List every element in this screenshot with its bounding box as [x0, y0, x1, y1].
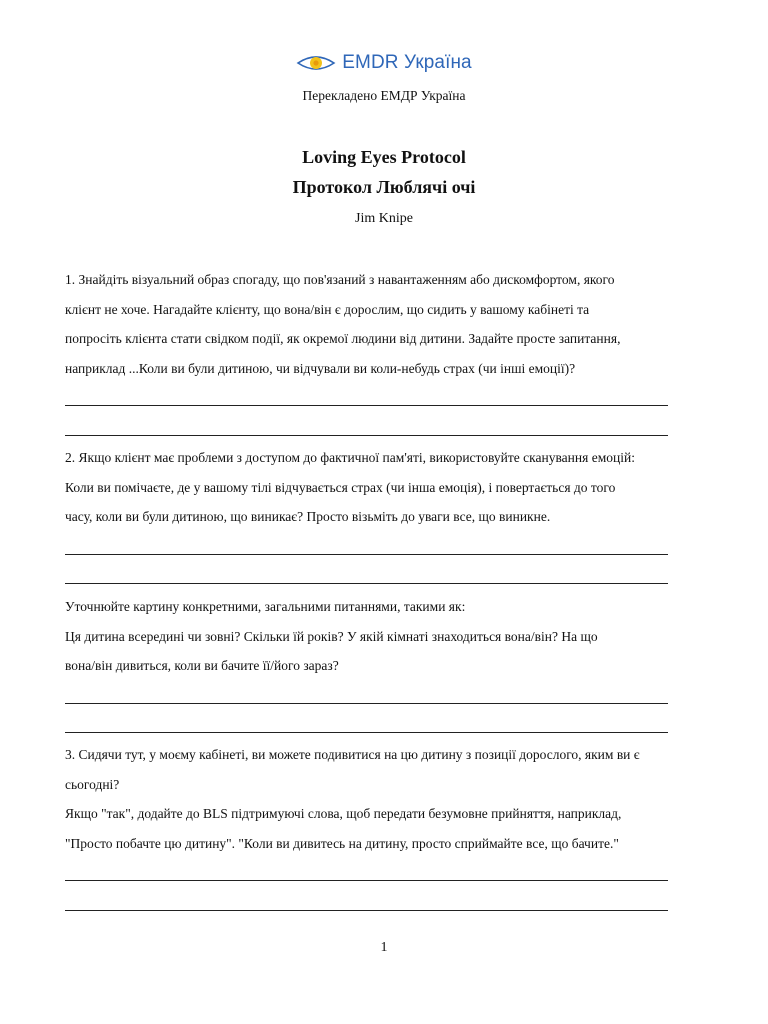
answer-line[interactable] [65, 732, 668, 733]
section-clarify-text [65, 592, 725, 681]
text-line: Ця дитина всередині чи зовні? Скільки їй років? У якій кімнаті знаходиться вона/він? На що [65, 628, 598, 644]
page-number: 1 [380, 940, 388, 955]
text-line: сьогодні? [65, 776, 120, 792]
text-line: часу, коли ви були дитиною, що виникає? Просто візьміть до уваги все, що виникне. [65, 509, 551, 524]
answer-line[interactable] [65, 554, 668, 555]
text-line: "Просто побачте цю дитину". "Коли ви дивитесь на дитину, просто сприймайте все, що бачите." [65, 835, 619, 851]
section-3-text [65, 740, 725, 858]
title-ukrainian: Протокол Люблячі очі [292, 177, 476, 197]
text-line: 1. Знайдіть візуальний образ спогаду, що пов'язаний з навантаженням або дискомфортом, якого [65, 272, 615, 287]
text-line: наприклад ...Коли ви були дитиною, чи відчували ви коли-небудь страх (чи інші емоції)? [65, 360, 576, 376]
text-line: 3. Сидячи тут, у моєму кабінеті, ви можете подивитися на цю дитину з позиції дорослого, яким ви є [65, 747, 640, 762]
section-1-text [65, 265, 725, 383]
eye-logo-icon [296, 52, 336, 74]
text-line: Коли ви помічаєте, де у вашому тілі відчувається страх (чи інша емоція), і повертається до того [65, 479, 616, 495]
author: Jim Knipe [355, 211, 413, 226]
logo [0, 52, 768, 79]
section-2-text [65, 443, 725, 532]
answer-line[interactable] [65, 880, 668, 881]
text-line: попросіть клієнта стати свідком події, як окремої людини від дитини. Задайте просте запитання, [65, 331, 621, 346]
logo-text: EMDR Україна [342, 52, 472, 73]
text-line: вона/він дивиться, коли ви бачите її/його зараз? [65, 658, 339, 673]
text-line: Якщо "так", додайте до BLS підтримуючі слова, щоб передати безумовне прийняття, наприклад, [65, 806, 622, 821]
text-line: Уточнюйте картину конкретними, загальними питаннями, такими як: [65, 599, 466, 614]
text-line: клієнт не хоче. Нагадайте клієнту, що вона/він є дорослим, що сидить у вашому кабінеті та [65, 301, 590, 317]
title-english: Loving Eyes Protocol [302, 147, 466, 167]
answer-line[interactable] [65, 703, 668, 704]
answer-line[interactable] [65, 405, 668, 406]
translation-credit: Перекладено ЕМДР Україна [302, 88, 466, 103]
text-line: 2. Якщо клієнт має проблеми з доступом до фактичної пам'яті, використовуйте сканування емоцій: [65, 450, 635, 465]
answer-line[interactable] [65, 910, 668, 911]
answer-line[interactable] [65, 435, 668, 436]
answer-line[interactable] [65, 583, 668, 584]
